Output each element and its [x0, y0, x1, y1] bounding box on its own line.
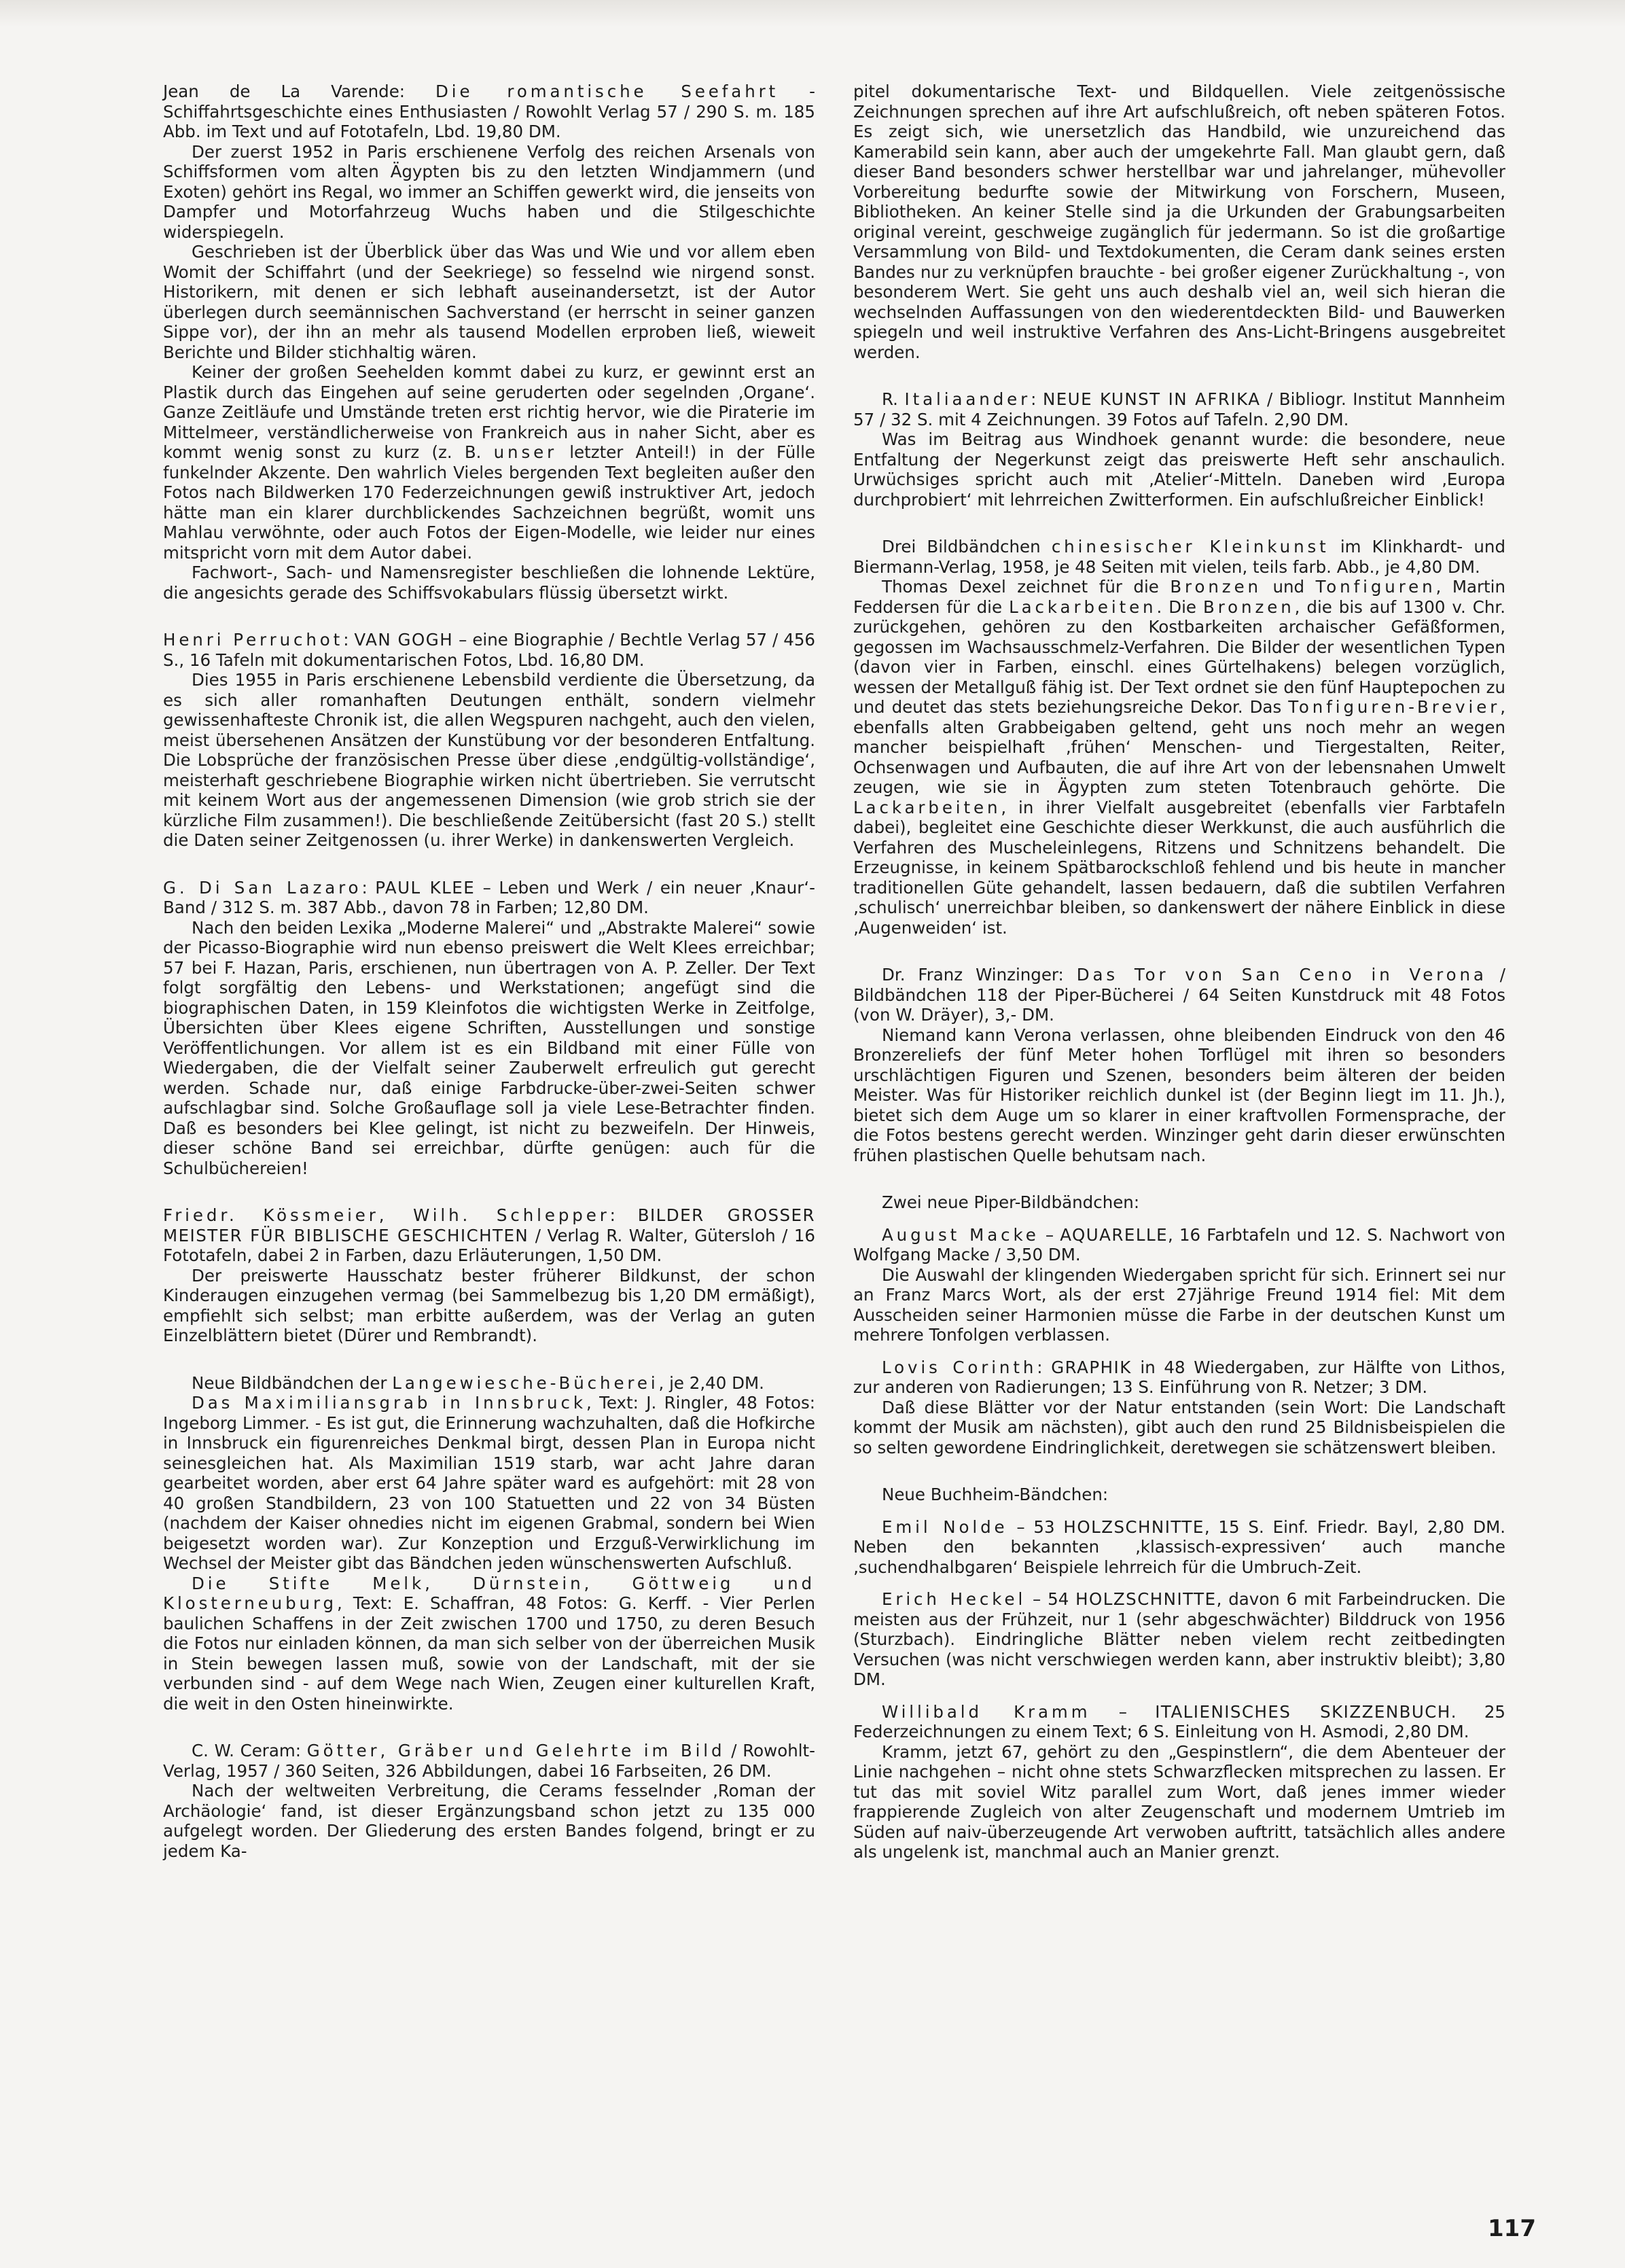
emphasis-text: Die romantische Seefahrt: [435, 82, 779, 101]
text-run: , die bis auf 1300 v. Chr. zurückgehen, gehören zu den Kostbarkeiten archaischer Gefäßformen, gegossen im Wachsausschmelz-Verfahren. Die Bilder der wesentlichen Typen (davon vier in Farben, einschl. eines Gürtelhakens) belegen vorzüglich, wessen der Metallguß fähig ist. Der Text ordnet sie den fünf Hauptepochen zu und deutet das stets beziehungsreiche Dekor. Das: [853, 597, 1506, 717]
emphasis-text: Götter, Gräber und Gelehrte im Bild: [306, 1741, 726, 1760]
text-run: :: [1031, 389, 1043, 409]
review-entry: [853, 1192, 1505, 1213]
entry-paragraph: [853, 1265, 1505, 1345]
entry-heading: [853, 965, 1505, 1025]
emphasis-text: Tonfiguren: [1315, 577, 1436, 597]
entry-paragraph: [163, 563, 815, 603]
text-run: , in ihrer Vielfalt ausgebreitet (ebenfalls vier Farbtafeln dabei), begleitet eine Geschichte dieser Werkkunst, die auch ausführlich die Verfahren des Muscheleinlegens, Ritzens und Schnitzens behandelt. Die Erzeugnisse, in keinem Spätbarockschloß fehlend und bis heute in mancher traditionellen Güte gehandelt, lassen bedauern, daß die subtilen Verfahren ‚schulisch‘ unerreichbar bleiben, so dankenswert der nähere Einblick in diese ‚Augenweiden‘ ist.: [853, 797, 1505, 938]
review-entry: [163, 1373, 815, 1714]
emphasis-text: Henri Perruchot: [163, 630, 344, 650]
emphasis-text: Lackarbeiten: [1009, 597, 1157, 617]
text-run: , 15 S. Einf. Friedr. Bayl, 2,80 DM. Neben den bekannten ‚klassisch-expressiven‘ auch manche ‚suchendhalbgaren‘ Beispiele lehrreich für die Umbruch-Zeit.: [853, 1517, 1505, 1577]
text-run: Nach der weltweiten Verbreitung, die Cerams fesselnder ‚Roman der Archäologie‘ fand, ist dieser Ergänzungsband schon jetzt zu 135 000 aufgelegt worden. Der Gliederung des ersten Bandes folgend, bringt er zu jedem Ka-: [163, 1781, 815, 1861]
entry-paragraph: [163, 918, 815, 1179]
entry-paragraph: [163, 242, 815, 362]
text-run: Zwei neue Piper-Bildbändchen:: [882, 1192, 1140, 1212]
entry-paragraph: [853, 1742, 1505, 1862]
text-run: Keiner der großen Seehelden kommt dabei zu kurz, er gewinnt erst an Plastik durch das Eingehen auf seine geruderten oder segelnden ‚Organe‘. Ganze Zeitläufe und Umstände treten erst richtig hervor, wie die Piraterie im Mittelmeer, verständlicherweise von Frankreich aus in naher Sicht, aber es kommt wenig sonst zu kurz (z. B.: [163, 362, 815, 462]
text-run: Drei Bildbändchen: [882, 537, 1052, 556]
entry-paragraph: [853, 577, 1505, 938]
review-entry: [163, 630, 815, 851]
text-run: Fachwort-, Sach- und Namensregister beschließen die lohnende Lektüre, die angesichts gerade des Schiffsvokabulars flüssig übersetzt wirkt.: [163, 563, 815, 603]
text-run: – 53: [1007, 1517, 1064, 1537]
entry-heading: [853, 1485, 1505, 1505]
text-run: , Text: E. Schaffran, 48 Fotos: G. Kerff. - Vier Perlen baulichen Schaffens in der Zeit zwischen 1700 und 1750, zu deren Besuch die Fotos nur einladen können, da man sich selber von der überreichen Musik in Stein bewegen lassen muß, sowie von der Landschaft, mit der sie verbunden sind - auf dem Wege nach Wien, Zeugen einer kulturellen Kraft, die weit in den Osten hineinwirkte.: [163, 1593, 815, 1714]
text-run: Der zuerst 1952 in Paris erschienene Verfolg des reichen Arsenals von Schiffsformen vom alten Ägypten bis zu den letzten Windjammern (und Exoten) gehört ins Regal, wo immer an Schiffen gewerkt wird, die jenseits von Dampfer und Motorfahrzeug Wuchs haben und die Stilgeschichte widerspiegeln.: [163, 141, 815, 242]
emphasis-text: Lackarbeiten: [853, 797, 1001, 817]
text-run: Neue Bildbändchen der: [192, 1372, 393, 1393]
text-run: Daß diese Blätter vor der Natur entstanden (sein Wort: Die Landschaft kommt der Musik am nächsten), gibt auch den rund 25 Bildnisbeispielen die so selten gewordene Eindringlichkeit, deretwegen sie schätzenswert bleiben.: [853, 1397, 1505, 1457]
review-entry: [853, 1485, 1505, 1505]
text-run: , 16 Farbtafeln und 12. S. Nachwort von Wolfgang Macke / 3,50 DM.: [853, 1224, 1505, 1264]
text-run: , Text: J. Ringler, 48 Fotos: Ingeborg Limmer. - Es ist gut, die Erinnerung wachzuhalten, daß die Hofkirche in Innsbruck ein figurenreiches Denkmal birgt, dessen Plan in Europa nicht seinesgleichen hat. Als Maximilian 1519 starb, war acht Jahre daran gearbeitet worden, aber erst 64 Jahre später ward es aufgehört: mit 28 von 40 großen Standbildern, 23 von 100 Statuetten und 22 von 34 Büsten (nachdem der Kaiser ohnedies nicht im eigenen Grabmal, sondern bei Wien beigesetzt worden war). Zur Konzeption und Erzguß-Verwirklichung im Wechsel der Meister gibt das Bändchen jeden wünschenswerten Aufschluß.: [163, 1393, 815, 1573]
emphasis-text: Bronzen: [1170, 577, 1262, 597]
text-run: Dies 1955 in Paris erschienene Lebensbild verdiente die Übersetzung, da es sich aller romanhaften Deutungen enthält, sondern vielmehr gewissenhafteste Chronik ist, die allen Wegspuren nachgeht, auch den vielen, meist übersehenen Ansätzen der Kunstübung vor der besonderen Entfaltung. Die Lobsprüche der französischen Presse über diese ‚endgültig-vollständige‘, meisterhaft geschriebene Biographie wirken nicht übertrieben. Sie verrutscht mit keinem Wort aus der angemessenen Dimension (wie grob strich sie der kürzliche Film zusammen!). Die beschließende Zeitübersicht (fast 20 S.) stellt die Daten seiner Zeitgenossen (u. ihrer Werke) in dankenswerten Vergleich.: [163, 670, 815, 850]
text-run: im Klinkhardt- und Biermann-Verlag, 1958, je 48 Seiten mit vielen, teils farb. Abb., je 4,80 DM.: [853, 537, 1506, 577]
emphasis-text: PAUL KLEE: [375, 877, 476, 898]
entry-heading: [853, 1702, 1505, 1742]
text-run: – eine Biographie / Bechtle Verlag 57 / 456 S., 16 Tafeln mit dokumentarischen Fotos, Lbd. 16,80 DM.: [163, 630, 815, 670]
entry-heading: [853, 82, 1505, 362]
text-run: – Leben und Werk / ein neuer ‚Knaur‘-Band / 312 S. m. 387 Abb., davon 78 in Farben; 12,80 DM.: [163, 877, 815, 917]
review-entry: [853, 389, 1505, 510]
entry-heading: [853, 389, 1505, 429]
review-entry: [163, 1741, 815, 1861]
text-run: Die Auswahl der klingenden Wiedergaben spricht für sich. Erinnert sei nur an Franz Marcs Wort, als der erst 27jährige Freund 1914 fiel: Mit dem Ausscheiden seiner Harmonien müsse die Farbe in der deutschen Kunst um mehrere Tonfolgen verblassen.: [853, 1264, 1505, 1345]
entry-paragraph: [163, 1393, 815, 1574]
entry-heading: [163, 878, 815, 918]
text-run: / Bibliogr. Institut Mannheim 57 / 32 S. mit 4 Zeichnungen. 39 Fotos auf Tafeln. 2,90 DM.: [853, 389, 1506, 429]
entry-heading: [163, 1741, 815, 1781]
text-run: –: [1090, 1701, 1156, 1722]
emphasis-text: Tonfiguren-Brevier: [1288, 697, 1501, 717]
text-run: Dr. Franz Winzinger:: [882, 965, 1077, 985]
emphasis-text: August Macke: [882, 1224, 1039, 1245]
entry-heading: [853, 1192, 1505, 1213]
text-run: - Schiffahrtsgeschichte eines Enthusiasten / Rowohlt Verlag 57 / 290 S. m. 185 Abb. im Text und auf Fototafeln, Lbd. 19,80 DM.: [163, 82, 815, 141]
review-entry: [853, 82, 1505, 362]
emphasis-text: chinesischer Kleinkunst: [1051, 537, 1329, 556]
entry-paragraph: [163, 670, 815, 851]
entry-heading: [163, 82, 815, 142]
text-run: Was im Beitrag aus Windhoek genannt wurde: die besondere, neue Entfaltung der Negerkunst zeigt das preiswerte Heft sehr anschaulich. Urwüchsiges spricht auch mit ‚Atelier‘-Mitteln. Daneben wird ‚Europa durchprobiert‘ mit lehrreichen Zwitterformen. Ein aufschlußreicher Einblick!: [853, 429, 1505, 510]
review-entry: [853, 1589, 1505, 1690]
text-run: / Verlag R. Walter, Gütersloh / 16 Fototafeln, dabei 2 in Farben, dazu Erläuterungen, 1,50 DM.: [163, 1225, 815, 1265]
emphasis-text: GRAPHIK: [1051, 1357, 1132, 1377]
review-entry: [853, 1702, 1505, 1862]
text-run: , ebenfalls alten Grabbeigaben geltend, geht uns noch mehr an wegen mancher beispielhaft ‚frühen‘ Menschen- und Tiergestalten, Reiter, Ochsenwagen und Aufbauten, die auf ihre Art von der lebensnahen Umwelt zeugen, wie sie in Ägypten zum steten Totenbrauch gehörte. Die: [853, 697, 1505, 797]
emphasis-text: ITALIENISCHES SKIZZENBUCH: [1155, 1701, 1451, 1722]
text-run: :: [361, 877, 376, 898]
text-run: Neue Buchheim-Bändchen:: [882, 1485, 1109, 1504]
emphasis-text: G. Di San Lazaro: [163, 877, 362, 898]
text-run: Nach den beiden Lexika „Moderne Malerei“ und „Abstrakte Malerei“ sowie der Picasso-Biographie wird nun ebenso preiswert die Welt Klees erreichbar; 57 bei F. Hazan, Paris, erschienen, nun übertragen von A. P. Zeller. Der Text folgt sorgfältig den Lebens- und Werkstationen; angefügt sind die biographischen Daten, in 159 Kleinfotos die wichtigsten Werke in Zeitfolge, Übersichten über Klees eigene Schriften, Ausstellungen und sonstige Veröffentlichungen. Vor allem ist es ein Bildband mit einer Fülle von Wiedergaben, die der Vielfalt seiner Zauberwelt erfreulich gut gerecht werden. Schade nur, daß einige Farbdrucke-über-zwei-Seiten schwer aufschlagbar sind. Solche Großauflage soll ja viele Lese-Betrachter finden. Daß es besonders bei Klee gelingt, ist nicht zu bezweifeln. Der Hinweis, dieser schöne Band sei erreichbar, dürfte genügen: auch für die Schulbüchereien!: [163, 917, 815, 1178]
emphasis-text: AQUARELLE: [1060, 1224, 1168, 1245]
emphasis-text: Friedr. Kössmeier, Wilh. Schlepper: [163, 1205, 610, 1225]
emphasis-text: VAN GOGH: [354, 630, 454, 650]
page-number: 117: [1488, 2215, 1536, 2242]
left-column: [163, 82, 815, 1888]
text-run: :: [1037, 1357, 1052, 1377]
emphasis-text: Die Stifte Melk, Dürnstein, Göttweig und Klosterneuburg: [163, 1573, 815, 1613]
emphasis-text: Lovis Corinth: [882, 1357, 1037, 1377]
text-run: –: [1039, 1224, 1060, 1245]
text-run: :: [343, 630, 355, 650]
scan-shadow: [0, 0, 1625, 27]
entry-paragraph: [853, 429, 1505, 510]
text-run: R.: [882, 389, 905, 409]
emphasis-text: Das Maximiliansgrab in Innsbruck: [192, 1393, 586, 1413]
text-run: , Martin Feddersen für die: [853, 577, 1505, 617]
review-entry: [853, 1358, 1505, 1458]
entry-heading: [853, 1358, 1505, 1398]
entry-heading: [163, 1205, 815, 1266]
entry-paragraph: [163, 362, 815, 563]
text-run: / Bildbändchen 118 der Piper-Bücherei / 64 Seiten Kunstdruck mit 48 Fotos (von W. Dräyer), 3,- DM.: [853, 965, 1506, 1025]
text-run: und: [1261, 577, 1316, 597]
entry-heading: [163, 630, 815, 670]
emphasis-text: Erich Heckel: [882, 1589, 1026, 1609]
text-run: / Rowohlt-Verlag, 1957 / 360 Seiten, 326 Abbildungen, dabei 16 Farbseiten, 26 DM.: [163, 1741, 815, 1781]
emphasis-text: Langewiesche-Bücherei: [392, 1372, 659, 1393]
emphasis-text: HOLZSCHNITTE: [1075, 1589, 1217, 1609]
review-entry: [853, 1225, 1505, 1345]
text-run: :: [609, 1205, 638, 1225]
emphasis-text: HOLZSCHNITTE: [1063, 1517, 1204, 1537]
text-run: in 48 Wiedergaben, zur Hälfte von Lithos, zur anderen von Radierungen; 13 S. Einführung von R. Netzer; 3 DM.: [853, 1357, 1505, 1397]
emphasis-text: NEUE KUNST IN AFRIKA: [1042, 389, 1261, 409]
text-run: Der preiswerte Hausschatz bester früherer Bildkunst, der schon Kinderaugen einzugehen vermag (bei Sammelbezug bis 1,20 DM ermäßigt), empfiehlt sich selbst; man erbitte außerdem, was der Verlag an guten Einzelblättern bietet (Dürer und Rembrandt).: [163, 1265, 815, 1345]
text-run: C. W. Ceram:: [192, 1741, 307, 1760]
entry-paragraph: [163, 142, 815, 243]
review-entry: [163, 1205, 815, 1346]
right-column: [853, 82, 1505, 1890]
review-entry: [853, 965, 1505, 1165]
review-entry: [163, 82, 815, 603]
entry-heading: [853, 1517, 1505, 1578]
emphasis-text: BILDER GROSSER MEISTER FÜR BIBLISCHE GESCHICHTEN: [163, 1205, 815, 1245]
text-run: . Die: [1156, 597, 1203, 617]
text-run: , davon 6 mit Farbeindrucken. Die meisten aus der Frühzeit, nur 1 (sehr abgeschwächter) Bilddruck von 1956 (Sturzbach). Eindringliche Blätter neben vielem recht zeitbedingten Versuchen (was nicht verschwiegen werden kann, aber instruktiv bleibt); 3,80 DM.: [853, 1589, 1506, 1689]
review-entry: [163, 878, 815, 1179]
emphasis-text: Bronzen: [1203, 597, 1295, 617]
entry-heading: [853, 1589, 1505, 1690]
entry-heading: [853, 537, 1505, 577]
entry-paragraph: [163, 1781, 815, 1861]
text-run: – 54: [1026, 1589, 1076, 1609]
emphasis-text: unser: [493, 442, 558, 462]
text-run: . 25 Federzeichnungen zu einem Text; 6 S. Einleitung von H. Asmodi, 2,80 DM.: [853, 1701, 1505, 1741]
text-run: Thomas Dexel zeichnet für die: [882, 577, 1171, 597]
entry-paragraph: [853, 1398, 1505, 1458]
entry-heading: [853, 1225, 1505, 1265]
entry-paragraph: [853, 1025, 1505, 1166]
emphasis-text: Italiaander: [904, 389, 1031, 409]
text-run: Kramm, jetzt 67, gehört zu den „Gespinstlern“, die dem Abenteuer der Linie nachgehen – nicht ohne stets Schwarzflecken mitsprechen zu lassen. Er tut das mit soviel Witz parallel zum Wort, daß jenes immer wieder frappierende Zugleich von alter Zeugenschaft und modernem Umtrieb im Süden auf naiv-überzeugende Art verwoben auftritt, tatsächlich alles andere als ungelenk ist, manchmal auch an Manier grenzt.: [853, 1741, 1505, 1862]
entry-paragraph: [163, 1266, 815, 1346]
entry-paragraph: [163, 1574, 815, 1714]
text-run: , je 2,40 DM.: [658, 1372, 764, 1393]
text-run: Geschrieben ist der Überblick über das Was und Wie und vor allem eben Womit der Schiffahrt (und der Seekriege) so fesselnd wie nirgend sonst. Historikern, mit denen er sich lebhaft auseinandersetzt, ist der Autor überlegen durch seemännischen Sachverstand (er herrscht in seiner ganzen Sippe vor), der ihn an mehr als tausend Modellen erproben ließ, wieweit Berichte und Bilder stichhaltig wären.: [163, 242, 815, 362]
review-entry: [853, 1517, 1505, 1578]
text-run: pitel dokumentarische Text- und Bildquellen. Viele zeitgenössische Zeichnungen sprechen auf ihre Art aufschlußreich, oft neben späteren Fotos. Es zeigt sich, wie unersetzlich das Handbild, wie unzureichend das Kamerabild sein kann, aber auch der umgekehrte Fall. Man glaubt gern, daß dieser Band besonders schwer herstellbar war und jahrelanger, mühevoller Vorbereitung bedurfte sowie der Mitwirkung von Forschern, Museen, Bibliotheken. An keiner Stelle sind ja die Urkunden der Grabungsarbeiten original vereint, geschweige zugänglich für jedermann. So ist die großartige Versammlung von Bild- und Textdokumenten, die Ceram dank seines ersten Bandes nur zu verknüpfen brauchte - bei großer eigener Zurückhaltung -, von besonderem Wert. Sie geht uns auch deshalb viel an, weil sich hieran die wechselnden Auffassungen von den wiederentdeckten Bild- und Bauwerken spiegeln und weil instruktive Verfahren des Ans-Licht-Bringens ausgebreitet werden.: [853, 82, 1505, 362]
emphasis-text: Das Tor von San Ceno in Verona: [1076, 965, 1487, 985]
entry-heading: [163, 1373, 815, 1394]
text-run: letzter Anteil!) in der Fülle funkelnder Akzente. Den wahrlich Vieles bergenden Text begleiten außer den Fotos nach Bildwerken 170 Federzeichnungen gewiß instruktiver Art, jedoch hätte man ein klarer durchblickendes Sachzeichnen begrüßt, womit uns Mahlau verwöhnte, oder auch Fotos der Eigen-Modelle, wie leider nur eines mitspricht vorn mit dem Autor dabei.: [163, 442, 815, 563]
text-run: Niemand kann Verona verlassen, ohne bleibenden Eindruck von den 46 Bronzereliefs der fünf Meter hohen Torflügel mit ihren so besonders urschlächtigen Figuren und Szenen, besonders beim älteren der beiden Meister. Was für Historiker reichlich dunkel ist (der Beginn liegt im 11. Jh.), bietet sich dem Auge um so klarer in einer kraftvollen Formensprache, der die Fotos bestens gerecht werden. Winzinger geht darin dieser erwünschten frühen plastischen Quelle behutsam nach.: [853, 1025, 1505, 1165]
emphasis-text: Willibald Kramm: [882, 1701, 1091, 1722]
text-run: Jean de La Varende:: [163, 82, 436, 101]
review-entry: [853, 537, 1505, 938]
emphasis-text: Emil Nolde: [882, 1517, 1008, 1537]
